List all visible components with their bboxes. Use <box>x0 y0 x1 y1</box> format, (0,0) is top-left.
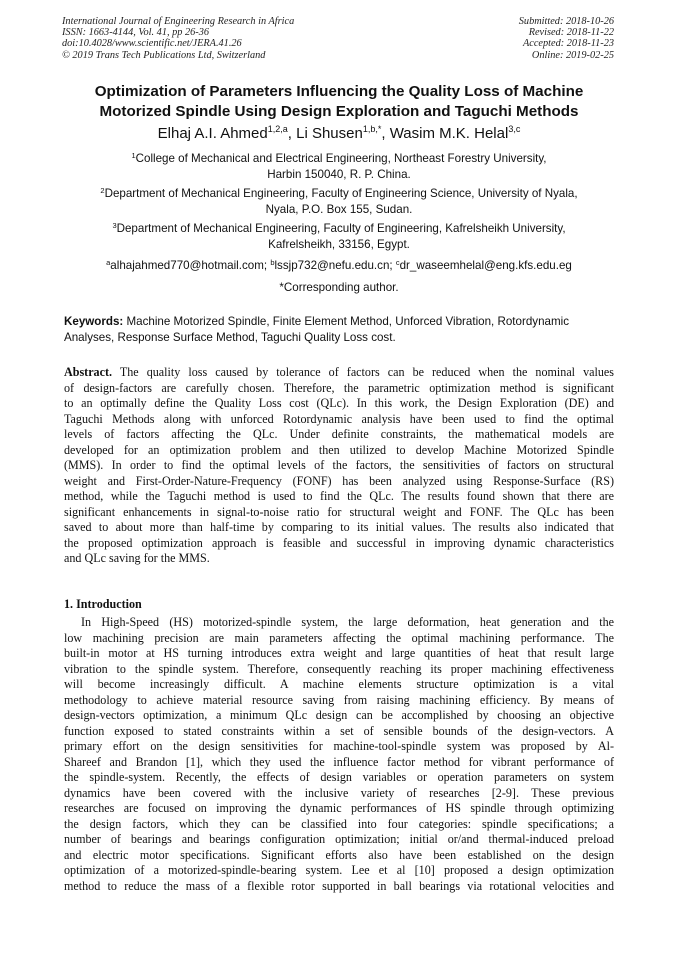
date-revised: Revised: 2018-11-22 <box>528 27 614 39</box>
title-line: Optimization of Parameters Influencing the Quality Loss of Machine <box>94 83 584 100</box>
abstract-line: Taguchi Methods along with unforced Rotordynamic analysis have been used to find the optimal <box>64 411 614 426</box>
abstract-line: (MMS). In order to find the optimal levels of the factors, the sensitivities of factors on structural <box>64 458 614 472</box>
email-superscript: c <box>395 258 400 267</box>
author-list: Elhaj A.I. Ahmed$^{1,2,a}$, Li Shusen$^{1,b,*}$, Wasim M.K. Helal$^{3,c}$ <box>157 124 521 142</box>
body-line: will become increasingly difficult. A machine elements structure optimization is a vital <box>64 677 614 691</box>
body-line: the spindle-system. Recently, the effects of design variables or operation parameters on system <box>64 770 614 784</box>
abstract-line: saved to about more than half-time by comparing to its initial values. The results also indicated that <box>64 520 614 534</box>
abstract-line: weight and First-Order-Nature-Frequency (FONF) has been analyzed using Response-Surface (RS) <box>64 473 614 488</box>
body-line: researches are focused on improving the dynamic performances of HS spindle through optimizing <box>64 801 614 815</box>
author-superscript: 3,c <box>508 124 521 134</box>
journal-issn: ISSN: 1663-4144, Vol. 41, pp 26-36 <box>62 27 210 39</box>
body-line: Shareef and Brandon [1], which they used the influence factor method for vibrant performance of <box>64 754 614 769</box>
abstract-line: significant enhancements in signal-to-noise ratio for structural weight and FONF. The QLc has been <box>64 504 614 519</box>
affiliation-line: College of Mechanical and Electrical Engineering, Northeast Forestry University, <box>135 152 547 165</box>
abstract <box>64 365 614 567</box>
keywords-text: Analyses, Response Surface Method, Taguchi Quality Loss cost. <box>64 330 396 344</box>
author-superscript: 1,2,a <box>267 124 288 134</box>
corresponding-note <box>60 280 618 296</box>
affiliation <box>60 151 618 182</box>
affiliation-superscript: 1 <box>131 151 136 160</box>
body-line: primary effort on the design sensitivities for machine-tool-spindle system was proposed by Al- <box>64 739 614 753</box>
abstract-line: method, while the Taguchi method is used to find the QLc. The results found shown that there are <box>64 489 614 503</box>
dates-header <box>519 16 614 61</box>
date-accepted: Accepted: 2018-11-23 <box>522 38 614 50</box>
body-line: the design factors, which they can be classified into four categories: spindle specifications; a <box>64 816 614 831</box>
date-online: Online: 2019-02-25 <box>531 49 614 61</box>
abstract-line: The quality loss caused by tolerance of factors can be reduced when the nominal values <box>112 365 614 379</box>
email-link[interactable]: lssjp732@nefu.edu.cn; <box>274 259 393 272</box>
affiliation-superscript: 3 <box>112 221 117 230</box>
body-line: methodology to achieve material resource saving from raising machining efficiency. By means of <box>64 692 614 707</box>
keywords-text: Machine Motorized Spindle, Finite Element Method, Unforced Vibration, Rotordynamic <box>123 315 570 328</box>
author-name: Li Shusen <box>296 125 363 142</box>
email-superscript: a <box>106 258 111 267</box>
journal-header <box>62 16 294 61</box>
abstract-line: developed for an optimization problem and then utilized to develop Machine Motorized Spindle <box>64 442 614 457</box>
affiliation-line: Harbin 150040, R. P. China. <box>267 167 411 181</box>
body-line: In High-Speed (HS) motorized-spindle system, the large deformation, heat generation and the <box>81 615 614 629</box>
author-name: Elhaj A.I. Ahmed <box>157 125 268 142</box>
body-line: low machining precision are main parameters affecting the optimal machining performance. The <box>64 630 614 645</box>
introduction-body <box>64 615 614 894</box>
abstract-line: of design-factors are carefully chosen. Therefore, the parametric optimization method is significant <box>64 380 614 395</box>
body-line: and electric motor specifications. Significant efforts also have been established on the design <box>64 847 614 862</box>
email-superscript: b <box>270 258 275 267</box>
title-line: Motorized Spindle Using Design Exploration and Taguchi Methods <box>99 103 579 120</box>
affiliation-line: Nyala, P.O. Box 155, Sudan. <box>265 202 413 216</box>
author-name: Wasim M.K. Helal <box>389 125 509 142</box>
body-line: vibration to the spindle system. Therefore, consequently reaching its proper machining effectiveness <box>64 661 614 676</box>
affiliation <box>60 186 618 217</box>
body-line: number of bearings and bearings configuration optimization; initial or/and thermal-induced preload <box>64 832 614 846</box>
body-line: built-in motor at HS turning introduces extra weight and large quantities of heat that result large <box>64 646 614 660</box>
affiliation-line: Department of Mechanical Engineering, Faculty of Engineering, Kafrelsheikh University, <box>116 222 566 235</box>
affiliation <box>60 221 618 252</box>
abstract-label: Abstract. <box>64 365 113 379</box>
body-line: optimization of a motorized-spindle-bearing system. Lee et al [10] proposed a design optimization <box>64 863 614 877</box>
body-line: method to reduce the mass of a flexible rotor supported in ball bearings via rotational velocities and <box>64 878 614 893</box>
email-link[interactable]: alhajahmed770@hotmail.com; <box>110 259 268 272</box>
affiliation-superscript: 2 <box>100 186 105 195</box>
body-line: function exposed to stated constraints within a set of sensible bounds of the design-vectors. A <box>64 723 614 738</box>
email-list <box>60 258 618 274</box>
abstract-line: and QLc saving for the MMS. <box>64 551 210 565</box>
corresponding-author: *Corresponding author. <box>279 281 399 294</box>
body-line: dynamics have been covered with the inclusive variety of researches [2-9]. These previous <box>64 785 614 800</box>
journal-name: International Journal of Engineering Research in Africa <box>62 16 295 27</box>
affiliation-line: Kafrelsheikh, 33156, Egypt. <box>268 237 410 251</box>
abstract-line: the proposed optimization approach is feasible and successful in improving dynamic characteristics <box>64 535 614 550</box>
journal-doi[interactable]: doi:10.4028/www.scientific.net/JERA.41.26 <box>62 38 242 50</box>
keywords-block <box>64 314 614 345</box>
date-submitted: Submitted: 2018-10-26 <box>518 16 614 27</box>
email-link[interactable]: dr_waseemhelal@eng.kfs.edu.eg <box>399 259 572 272</box>
keywords-label: Keywords: <box>64 315 124 328</box>
abstract-line: to an optimally define the Quality Loss cost (QLc). In this work, the Design Exploration (DE) and <box>64 396 614 410</box>
section-heading: 1. Introduction <box>64 597 142 611</box>
paper-title <box>60 82 618 122</box>
abstract-line: levels of factors affecting the QLc. Under definite constraints, the mathematical models are <box>64 427 614 441</box>
body-line: design-vectors optimization, a minimum QLc design can be accomplished by choosing an objective <box>64 708 614 722</box>
journal-copyright: © 2019 Trans Tech Publications Ltd, Switzerland <box>62 49 266 61</box>
author-superscript: 1,b,* <box>362 124 382 134</box>
affiliation-line: Department of Mechanical Engineering, Faculty of Engineering Science, University of Nyala, <box>104 187 578 200</box>
